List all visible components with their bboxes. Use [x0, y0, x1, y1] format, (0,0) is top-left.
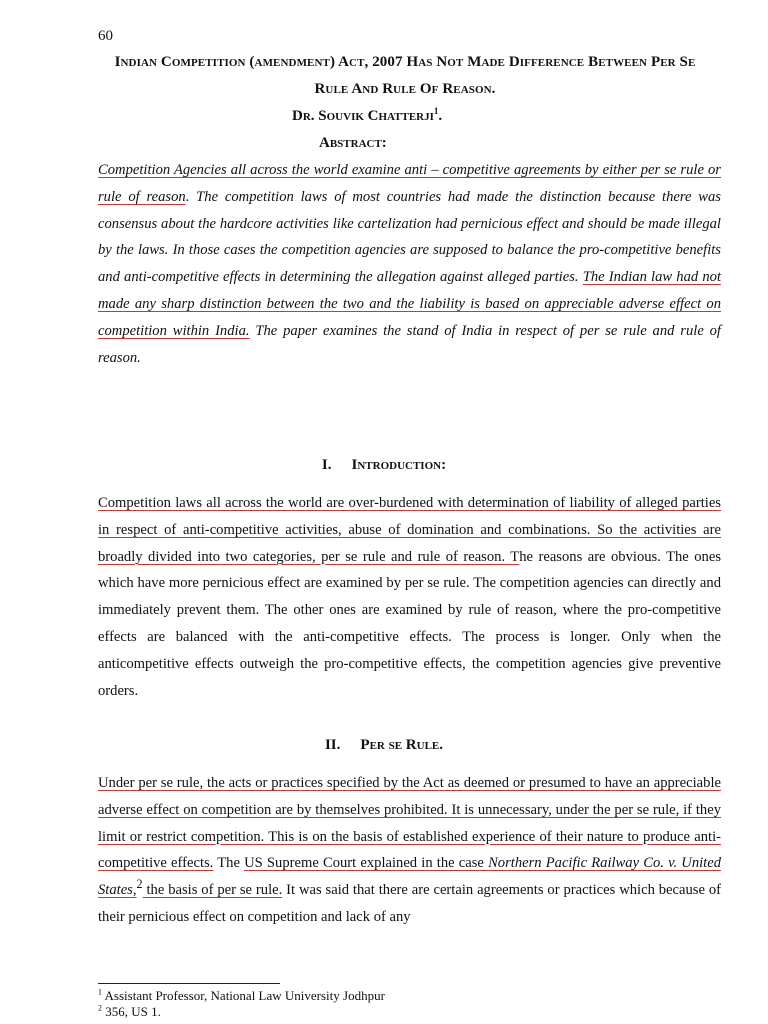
paper-title: Indian Competition (amendment) Act, 2007 Has Not Made Difference Between Per Se [114, 54, 696, 70]
paper-title-continued: Rule And Rule Of Reason. [314, 81, 496, 97]
section-heading-introduction: I. Introduction: [321, 457, 447, 473]
author-line: Dr. Souvik Chatterji$^1$. [292, 106, 443, 124]
footnote-mark-2: 2 [136, 877, 143, 892]
section-heading-per-se-rule: II. Per se Rule. [324, 737, 444, 753]
abstract-heading: Abstract: [319, 135, 387, 151]
author-footnote-mark: 1 [433, 106, 439, 116]
author-name: Dr. Souvik Chatterji [292, 108, 434, 124]
abstract-paragraph: Competition Agencies all across the world examine anti – competitive agreements by either per se rule or rule of reason. The competition laws of most countries had made the distinction because there was consensus about the hardcore activities like cartelization had pernicious effect and should be made illegal by the laws. In those cases the competition agencies are supposed to balance the pro-competitive benefits and anti-competitive effects in determining the allegation against alleged parties. The Indian law had not made any sharp distinction between the two and the liability is based on appreciable adverse effect on competition within India. The paper examines the stand of India in respect of per se rule and rule of reason. [98, 162, 721, 366]
page-number: 60 [98, 28, 113, 44]
footnote-separator [98, 983, 280, 984]
footnote-2: $^2$ 356, US 1. [98, 1003, 161, 1019]
per-se-rule-paragraph: Under per se rule, the acts or practices specified by the Act as deemed or presumed to have an appreciable adverse effect on competition are by themselves prohibited. It is unnecessary, under the per se rule, if they limit or restrict competition. This is on the basis of established experience of their nature to produce anti-competitive effects. The US Supreme Court explained in the case Northern Pacific Railway Co. v. United States,$^2$ the basis of per se rule. It was said that there are certain agreements or practices which because of their pernicious effect on competition and lack of any [98, 775, 722, 925]
introduction-paragraph: Competition laws all across the world are over-burdened with determination of liability of alleged parties in respect of anti-competitive activities, abuse of domination and combinations. So the activities are broadly divided into two categories, per se rule and rule of reason. The reasons are obvious. The ones which have more pernicious effect are examined by per se rule. The competition agencies can directly and immediately prevent them. The other ones are examined by rule of reason, where the pro-competitive effects are balanced with the anti-competitive effects. The process is longer. Only when the anticompetitive effects outweigh the pro-competitive effects, the competition agencies give preventive orders. [98, 495, 722, 699]
footnote-1: $^1$ Assistant Professor, National Law University Jodhpur [98, 987, 385, 1003]
